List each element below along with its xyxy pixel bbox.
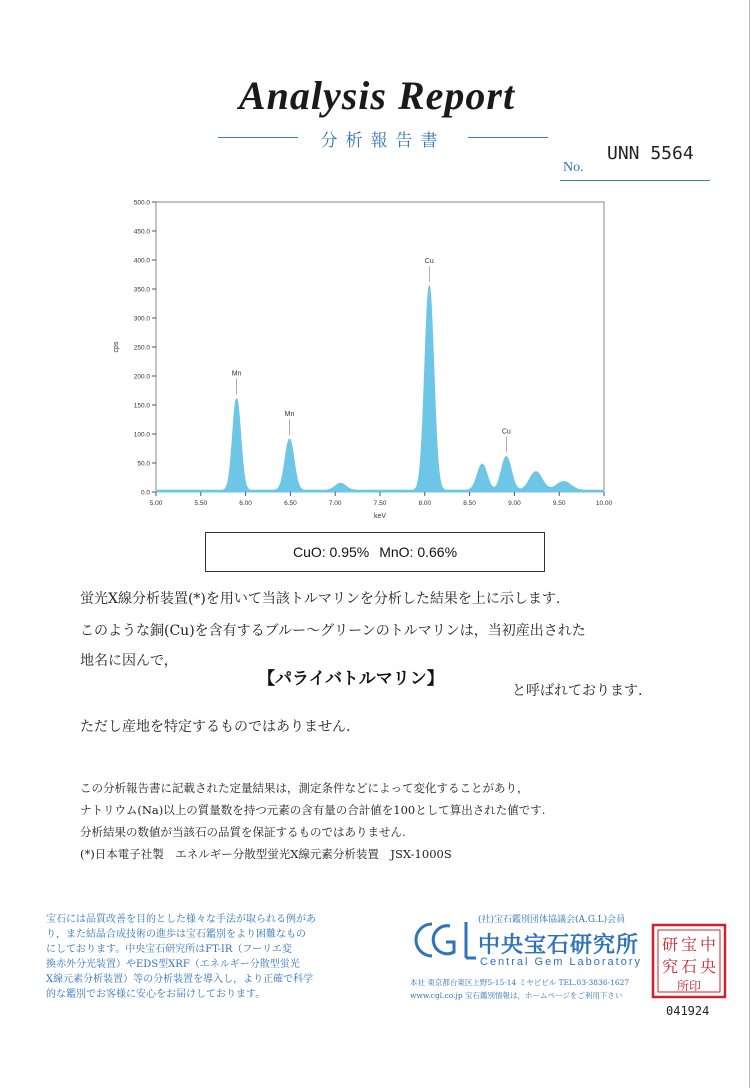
x-axis-label: keV [373,513,387,520]
result-box [205,532,545,572]
footer-text-3: にしております。中央宝石研究所はFT-IR（フーリエ変 [46,944,292,955]
association-label: (社)宝石鑑別団体協議会(A.G.L)会員 [478,915,626,925]
footer-text-4: 換赤外分光装置）やEDS型XRF（エネルギー分散型蛍光 [46,959,300,970]
footer-text-2: り，また結晶合成技術の進歩は宝石鑑別をより困難なもの [46,929,306,940]
y-tick-label: 0.0 [140,489,150,497]
organization-address: 本社 東京都台東区上野5-15-14 ミヤビビル TEL.03-3836-1627 [410,978,630,987]
body-line-2: このような銅(Cu)を含有するブルー〜グリーンのトルマリンは，当初産出された [80,623,586,639]
organization-name: 中央宝石研究所 [478,933,640,958]
peak-label: Mn [284,411,295,419]
note-line-4: (*)日本電子社製 エネルギー分散型蛍光X線元素分析装置 JSX-1000S [80,847,452,861]
x-tick-label: 8.50 [463,500,476,507]
body-line-4: と呼ばれております. [512,683,643,699]
x-tick-label: 5.50 [194,500,208,507]
mno-result: MnO: 0.66% [379,544,458,560]
y-tick-label: 150.0 [133,402,150,410]
body-line-3: 地名に因んで， [80,653,178,669]
plot-area [156,202,604,492]
footer-text-5: X線元素分析装置）等の分析装置を導入し，より正確で科学 [46,974,314,985]
x-tick-label: 9.00 [508,500,521,507]
report-number: UNN 5564 [607,143,694,164]
note-line-2: ナトリウム(Na)以上の質量数を持つ元素の含有量の合計値を100として算出された値です. [80,803,546,817]
x-tick-label: 5.00 [149,500,163,507]
footer-text-6: 的な鑑別でお客様に安心をお届けしております。 [46,989,266,1000]
y-tick-label: 500.0 [133,199,150,207]
y-tick-label: 100.0 [133,431,150,439]
y-tick-label: 50.0 [137,460,150,468]
svg-text:研: 研 [661,935,679,954]
peak-label: Mn [231,370,242,378]
red-seal-stamp [650,922,728,1000]
x-tick-label: 6.00 [239,500,252,507]
note-line-1: この分析報告書に記載された定量結果は，測定条件などによって変化することがあり， [80,781,529,795]
note-line-3: 分析結果の数値が当該石の品質を保証するものではありません. [80,825,406,839]
peak-label: Cu [424,258,434,266]
footer-text-1: 宝石には品質改善を目的とした様々な手法が取られる例があ [46,914,316,925]
peak-label: Cu [501,428,511,436]
svg-text:究: 究 [661,957,679,976]
x-tick-label: 9.50 [552,500,566,507]
subtitle-row [218,126,548,150]
report-title: Analysis Report [238,73,516,118]
serial-number: 041924 [666,1004,710,1018]
svg-text:央: 央 [699,957,717,976]
x-tick-label: 7.00 [328,500,342,507]
report-subtitle: 分析報告書 [320,131,446,151]
xrf-spectrum-chart [108,192,613,532]
body-line-5: ただし産地を特定するものではありません. [80,719,351,735]
cuo-result: CuO: 0.95% [292,544,370,560]
x-tick-label: 6.50 [284,500,297,507]
y-tick-label: 300.0 [133,315,150,323]
report-number-label: No. [563,160,584,175]
y-tick-label: 400.0 [133,257,150,265]
svg-text:宝: 宝 [680,935,698,954]
y-tick-label: 350.0 [133,286,150,294]
cgl-logo-icon [410,914,478,966]
svg-text:石: 石 [680,957,698,976]
y-axis-label: cps [113,341,120,353]
report-number-rule [560,180,710,181]
y-tick-label: 450.0 [133,228,150,236]
x-tick-label: 7.50 [373,500,387,507]
svg-text:中: 中 [699,935,717,954]
organization-name-english: Central Gem Laboratory [480,956,642,968]
organization-url: www.cgl.co.jp 宝石鑑別情報は，ホームページをご利用下さい [410,991,623,1000]
subtitle-rule-left [218,137,298,138]
y-tick-label: 250.0 [133,344,150,352]
body-line-1: 蛍光X線分析装置(*)を用いて当該トルマリンを分析した結果を上に示します. [80,591,561,607]
svg-text:所印: 所印 [676,979,702,993]
subtitle-rule-right [468,137,548,138]
y-tick-label: 200.0 [133,373,150,381]
x-tick-label: 10.00 [595,500,613,507]
page-edge [749,0,750,1088]
paraiba-name-label: 【パライバトルマリン】 [258,669,444,689]
x-tick-label: 8.00 [418,500,432,507]
